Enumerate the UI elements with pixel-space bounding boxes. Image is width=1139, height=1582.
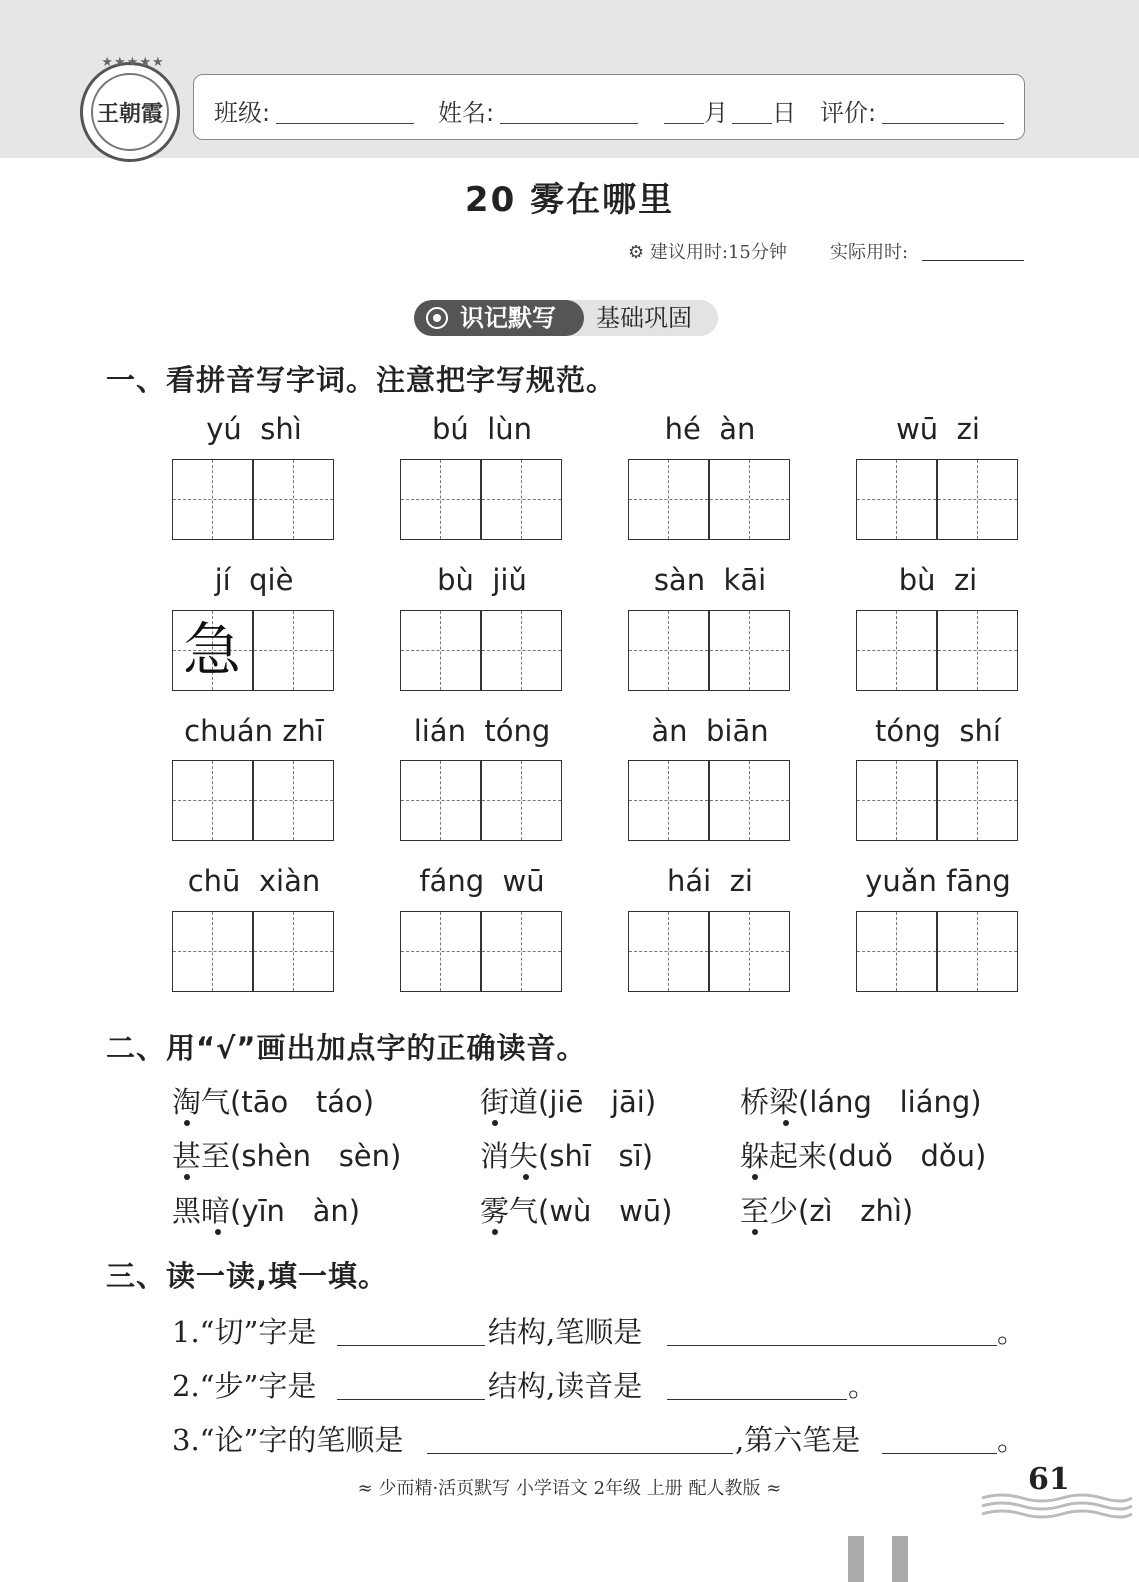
writing-box[interactable] <box>856 911 937 992</box>
badge-secondary-text: 基础巩固 <box>596 304 692 332</box>
emphasis-dot <box>752 1229 758 1235</box>
q1-part-a: 1.“切”字是 <box>172 1315 317 1349</box>
q3-sixth-stroke-blank[interactable] <box>882 1453 997 1454</box>
writing-box[interactable] <box>400 610 481 691</box>
part3-heading: 三、读一读,填一填。 <box>106 1259 389 1293</box>
pinyin-label: àn biān <box>651 714 769 748</box>
writing-box[interactable] <box>481 911 562 992</box>
word-with-dotted-char: 黑暗 <box>172 1194 231 1228</box>
writing-box[interactable] <box>628 610 709 691</box>
reading-item <box>172 1134 401 1175</box>
class-label: 班级: <box>214 99 271 127</box>
pinyin-label: hé àn <box>664 412 756 446</box>
given-character <box>254 761 332 839</box>
name-label: 姓名: <box>438 99 495 127</box>
writing-box[interactable] <box>253 610 334 691</box>
given-character <box>482 761 560 839</box>
writing-box[interactable] <box>628 911 709 992</box>
writing-box[interactable] <box>937 610 1018 691</box>
given-character <box>710 912 788 990</box>
emphasis-dot <box>783 1120 789 1126</box>
logo-stars: ★★★★★ <box>101 55 165 70</box>
writing-box[interactable] <box>400 911 481 992</box>
pinyin-options[interactable]: (wù wū) <box>538 1194 673 1228</box>
given-character: 急 <box>182 616 241 684</box>
q1-part-b: 结构,笔顺是 <box>488 1315 643 1349</box>
given-character <box>629 611 707 689</box>
given-character <box>173 460 251 538</box>
pinyin-options[interactable]: (shī sī) <box>538 1139 654 1173</box>
pinyin-label: bù jiǔ <box>437 563 527 597</box>
writing-box[interactable] <box>481 610 562 691</box>
name-field[interactable] <box>500 123 638 124</box>
wave-decoration <box>982 1484 1132 1524</box>
given-character <box>401 611 479 689</box>
word-with-dotted-char: 街道 <box>480 1085 539 1119</box>
q1-stroke-blank[interactable] <box>667 1345 997 1346</box>
writing-box[interactable] <box>253 911 334 992</box>
given-character <box>482 460 560 538</box>
emphasis-dot <box>523 1174 529 1180</box>
pinyin-options[interactable]: (shèn sèn) <box>230 1139 402 1173</box>
word-with-dotted-char: 甚至 <box>172 1139 231 1173</box>
writing-box[interactable] <box>481 459 562 540</box>
emphasis-dot <box>752 1174 758 1180</box>
writing-box[interactable] <box>709 459 790 540</box>
writing-box[interactable] <box>856 459 937 540</box>
writing-box[interactable] <box>628 459 709 540</box>
footer-text: ≈ 少而精·活页默写 小学语文 2年级 上册 配人教版 ≈ <box>357 1478 782 1499</box>
q1-structure-blank[interactable] <box>337 1345 485 1346</box>
given-character <box>401 460 479 538</box>
badge-primary-text: 识记默写 <box>460 304 556 332</box>
writing-box[interactable] <box>856 610 937 691</box>
clock-icon: ⚙ <box>628 242 645 263</box>
section-badge <box>414 300 718 336</box>
given-character <box>254 611 332 689</box>
reading-item <box>480 1189 673 1230</box>
emphasis-dot <box>492 1229 498 1235</box>
page-tab-right <box>892 1536 908 1582</box>
given-character <box>482 611 560 689</box>
reading-item <box>480 1080 656 1121</box>
pinyin-label: lián tóng <box>413 714 551 748</box>
given-character <box>482 912 560 990</box>
page-tab-left <box>848 1536 864 1582</box>
emphasis-dot <box>492 1120 498 1126</box>
q2-reading-blank[interactable] <box>667 1399 847 1400</box>
pinyin-options[interactable]: (tāo táo) <box>230 1085 375 1119</box>
q3-stroke-blank[interactable] <box>427 1453 733 1454</box>
writing-box[interactable] <box>628 760 709 841</box>
writing-box[interactable] <box>937 459 1018 540</box>
pinyin-options[interactable]: (jiē jāi) <box>538 1085 657 1119</box>
pinyin-label: chū xiàn <box>187 864 321 898</box>
given-character <box>938 912 1016 990</box>
q1-end: 。 <box>997 1315 1027 1349</box>
pinyin-label: yuǎn fāng <box>865 864 1011 898</box>
writing-box[interactable] <box>709 610 790 691</box>
given-character <box>857 460 935 538</box>
pinyin-label: yú shì <box>206 412 302 446</box>
given-character <box>710 761 788 839</box>
suggested-time <box>628 238 787 264</box>
reading-item <box>480 1134 653 1175</box>
emphasis-dot <box>184 1120 190 1126</box>
writing-box[interactable] <box>400 459 481 540</box>
writing-box[interactable] <box>481 760 562 841</box>
writing-box[interactable] <box>172 911 253 992</box>
word-with-dotted-char: 至少 <box>740 1194 799 1228</box>
q2-part-a: 2.“步”字是 <box>172 1369 317 1403</box>
q3-part-b: ,第六笔是 <box>735 1423 861 1457</box>
word-with-dotted-char: 淘气 <box>172 1085 231 1119</box>
class-field[interactable] <box>276 123 414 124</box>
word-with-dotted-char: 桥梁 <box>740 1085 799 1119</box>
writing-box[interactable] <box>253 459 334 540</box>
given-character <box>938 761 1016 839</box>
q3-end: 。 <box>997 1423 1027 1457</box>
reading-item <box>740 1080 982 1121</box>
logo-text: 王朝霞 <box>91 73 169 151</box>
pinyin-label: fáng wū <box>419 864 545 898</box>
word-with-dotted-char: 消失 <box>480 1139 539 1173</box>
medal-icon <box>426 307 448 329</box>
given-character <box>938 611 1016 689</box>
pinyin-label: hái zi <box>667 864 753 898</box>
given-character <box>857 761 935 839</box>
actual-time-field[interactable] <box>922 260 1024 261</box>
emphasis-dot <box>215 1229 221 1235</box>
writing-box[interactable] <box>253 760 334 841</box>
pinyin-label: chuán zhī <box>184 714 324 748</box>
q3-part-a: 3.“论”字的笔顺是 <box>172 1423 404 1457</box>
writing-box[interactable] <box>172 459 253 540</box>
month-label: 月 <box>704 99 728 127</box>
given-character <box>254 912 332 990</box>
given-character <box>938 460 1016 538</box>
pinyin-label: bú lùn <box>431 412 533 446</box>
pinyin-label: bù zi <box>898 563 978 597</box>
eval-field[interactable] <box>882 123 1004 124</box>
writing-box[interactable] <box>709 760 790 841</box>
reading-item <box>740 1189 913 1230</box>
student-info-box <box>193 74 1025 140</box>
given-character <box>254 460 332 538</box>
given-character <box>857 611 935 689</box>
given-character <box>629 761 707 839</box>
actual-time-label: 实际用时: <box>830 242 909 263</box>
reading-item <box>172 1189 360 1230</box>
day-label: 日 <box>772 99 796 127</box>
q2-structure-blank[interactable] <box>337 1399 485 1400</box>
pinyin-options[interactable]: (duǒ dǒu) <box>827 1139 987 1173</box>
reading-item <box>172 1080 374 1121</box>
part1-heading: 一、看拼音写字词。注意把字写规范。 <box>106 363 617 397</box>
given-character <box>629 460 707 538</box>
pinyin-options[interactable]: (yīn àn) <box>230 1194 361 1228</box>
pinyin-label: tóng shí <box>875 714 1001 748</box>
word-with-dotted-char: 躲起来 <box>740 1139 828 1173</box>
given-character <box>710 611 788 689</box>
writing-box[interactable] <box>172 610 253 691</box>
day-field[interactable] <box>732 123 772 124</box>
q2-part-b: 结构,读音是 <box>488 1369 643 1403</box>
given-character <box>857 912 935 990</box>
given-character <box>629 912 707 990</box>
writing-box[interactable] <box>709 911 790 992</box>
pinyin-label: wū zi <box>896 412 980 446</box>
pinyin-label: jí qiè <box>214 563 294 597</box>
publisher-logo <box>80 55 180 162</box>
page-number: 61 <box>1028 1462 1070 1497</box>
badge-primary <box>414 300 584 336</box>
writing-box[interactable] <box>400 760 481 841</box>
pinyin-options[interactable]: (láng liáng) <box>798 1085 982 1119</box>
writing-box[interactable] <box>937 760 1018 841</box>
q2-end: 。 <box>848 1369 878 1403</box>
eval-label: 评价: <box>820 99 877 127</box>
lesson-title: 20 雾在哪里 <box>464 180 675 220</box>
part2-heading: 二、用“√”画出加点字的正确读音。 <box>106 1031 587 1065</box>
suggested-time-text: 建议用时:15分钟 <box>649 242 787 263</box>
word-with-dotted-char: 雾气 <box>480 1194 539 1228</box>
writing-box[interactable] <box>172 760 253 841</box>
pinyin-label: sàn kāi <box>653 563 767 597</box>
reading-item <box>740 1134 986 1175</box>
given-character <box>173 761 251 839</box>
emphasis-dot <box>184 1174 190 1180</box>
given-character <box>173 912 251 990</box>
given-character <box>710 460 788 538</box>
pinyin-options[interactable]: (zì zhì) <box>798 1194 914 1228</box>
given-character <box>401 912 479 990</box>
writing-box[interactable] <box>856 760 937 841</box>
writing-box[interactable] <box>937 911 1018 992</box>
month-field[interactable] <box>664 123 704 124</box>
given-character <box>401 761 479 839</box>
